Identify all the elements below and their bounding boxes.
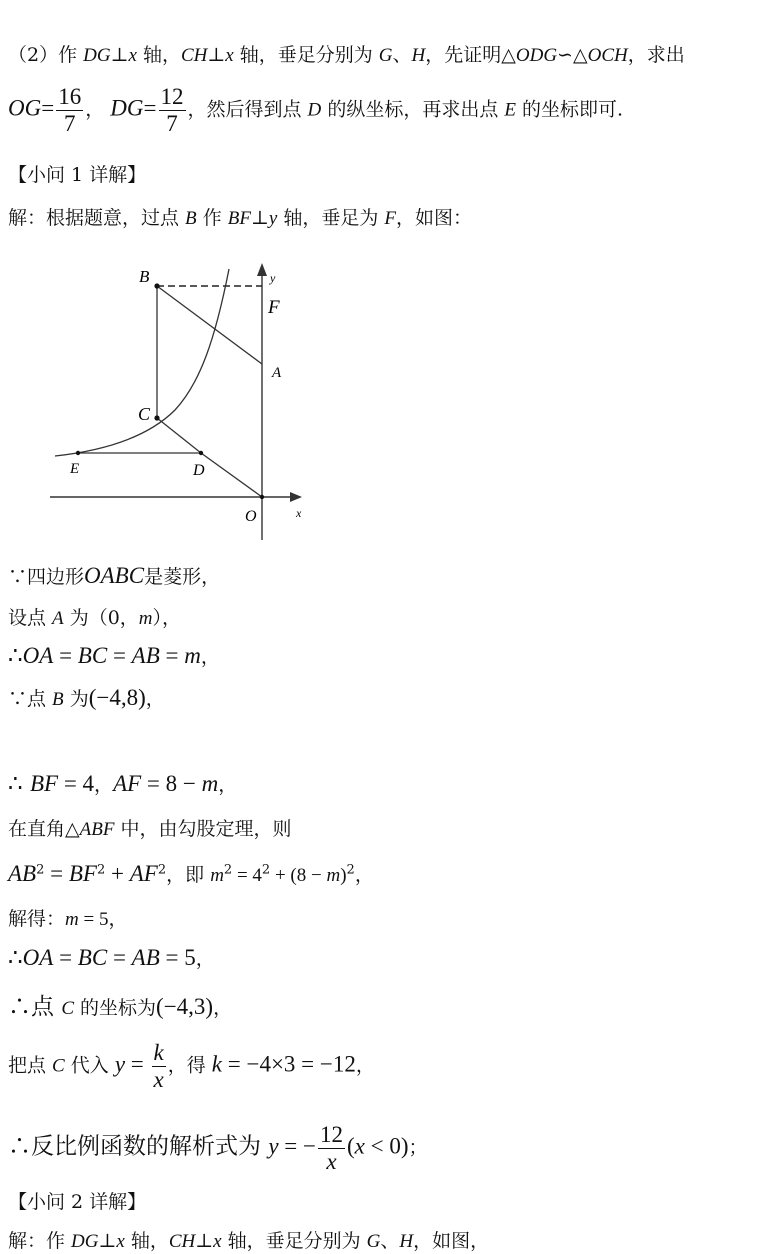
segment-do — [201, 453, 262, 497]
dg-fraction: $\frac{12}{7}$ — [160, 84, 184, 136]
label-c: C — [138, 404, 151, 424]
og-fraction: $\frac{16}{7}$ — [58, 84, 82, 136]
k-over-x-fraction: $\frac{k}{x}$ — [153, 1040, 164, 1092]
q2-solution-intro: 解：作 DG⊥x 轴，CH⊥x 轴，垂足分别为 G、H，如图， — [8, 1230, 490, 1252]
point-b — [154, 283, 159, 288]
step-1: ∵四边形OABC是菱形， — [8, 563, 221, 588]
point-d — [199, 451, 203, 455]
geometry-figure — [40, 255, 330, 555]
step-8: 解得：m = 5， — [8, 908, 128, 930]
step-7: $AB^2 = BF^2 + AF^2$，即 $m^2 = 4^2 + (8 - m)^2$， — [8, 861, 374, 886]
intro-line-1: （2）作 DG⊥x 轴，CH⊥x 轴，垂足分别为 G、H，先证明△ODG∽△OCH，求出 — [8, 44, 685, 66]
intro-line-2: OG= $\frac{16}{7}$ ， DG= $\frac{12}{7}$ ，然后得到点 D 的纵坐标，再求出点 E 的坐标即可. — [8, 84, 624, 136]
q1-solution-intro: 解：根据题意，过点 B 作 BF⊥y 轴，垂足为 F，如图： — [8, 207, 472, 229]
segment-ba — [157, 286, 262, 364]
label-f: F — [268, 297, 280, 318]
step-10: ∴点 C 的坐标为(−4,3)， — [8, 994, 233, 1020]
step-4: ∵点 B 为(−4,8)， — [8, 685, 165, 710]
step-11: 把点 C 代入 y = $\frac{k}{x}$ ，得 k = −4×3 = −12， — [8, 1040, 375, 1092]
step-6: 在直角△ABF 中，由勾股定理，则 — [8, 818, 292, 840]
step-12: ∴反比例函数的解析式为 y = − $\frac{12}{x}$ (x < 0)； — [8, 1122, 428, 1174]
y-axis-arrow — [257, 263, 267, 276]
point-c — [154, 415, 159, 420]
label-y: y — [270, 271, 276, 285]
step-5: ∴ BF = 4，AF = 8 − m， — [8, 771, 238, 797]
label-x: x — [296, 506, 302, 520]
x-axis-arrow — [290, 492, 302, 502]
point-o — [260, 495, 264, 499]
label-o: O — [245, 508, 257, 525]
label-b: B — [139, 267, 150, 286]
label-d: D — [193, 462, 205, 479]
segment-cd — [157, 418, 201, 453]
step-2: 设点 A 为（0，m）， — [8, 607, 182, 629]
hyperbola-curve — [55, 269, 229, 456]
q1-header: 【小问 1 详解】 — [8, 164, 147, 186]
step-3: ∴OA = BC = AB = m， — [8, 643, 220, 669]
label-a: A — [272, 365, 282, 381]
12-over-x-fraction: $\frac{12}{x}$ — [319, 1122, 343, 1174]
step-9: ∴OA = BC = AB = 5， — [8, 945, 215, 971]
label-e: E — [70, 461, 80, 477]
point-e — [76, 451, 80, 455]
q2-header: 【小问 2 详解】 — [8, 1191, 147, 1213]
